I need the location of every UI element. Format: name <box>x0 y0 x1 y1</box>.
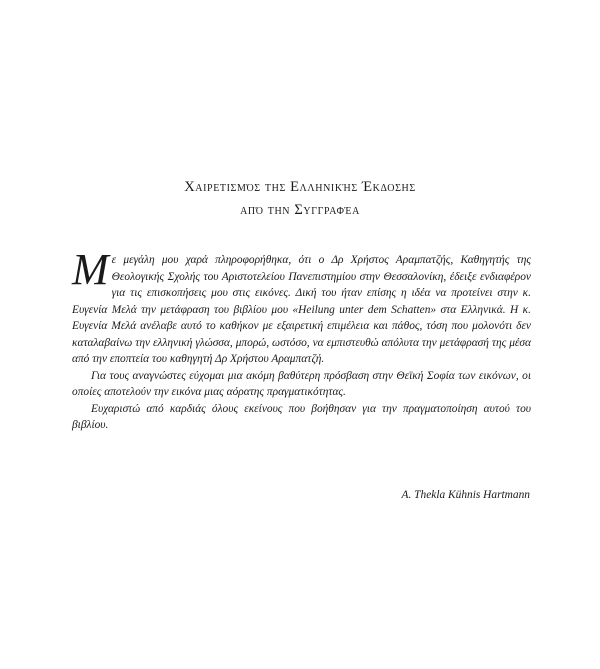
page-subtitle: από την Συγγραφέα <box>240 202 360 218</box>
paragraph-1 <box>72 245 531 368</box>
page-title: Χαιρετισμός της Ελληνικής Έκδοσης <box>184 179 416 195</box>
paragraph-1-text: ε μεγάλη μου χαρά πληροφορήθηκα, ότι ο Δρ Χρήστος Αραμπατζής, Καθηγητής της Θεολογικής Σχολής του Αριστοτελείου Πανεπιστημίου στην Θεσσαλονίκη, έδειξε ενδιαφέρον για τις επισκοπήσεις μου στις εικόνες. Δική του ήταν επίσης η ιδέα να προτείνει στην κ. Ευγενία Μελά την μετάφραση του βιβλίου μου «Heilung unter dem Schatten» στα Ελληνικά. Η κ. Ευγενία Μελά ανέλαβε αυτό το καθήκον με εξαιρετική επιμέλεια και πάθος, τόση που μολονότι δεν καταλαβαίνω την ελληνική γλώσσα, μπορώ, ωστόσο, να εμπιστευθώ απόλυτα την μετάφρασή της μέσα από την εποπτεία του καθηγητή Δρ Χρήστου Αραμπατζή. <box>72 254 531 365</box>
paragraph-3: Ευχαριστώ από καρδιάς όλους εκείνους που βοήθησαν για την πραγματοποίηση αυτού του βιβλίου. <box>72 402 531 431</box>
paragraph-2: Για τους αναγνώστες εύχομαι μια ακόμη βαθύτερη πρόσβαση στην Θεϊκή Σοφία των εικόνων, οι οποίες αποτελούν την εικόνα μιας αόρατης πραγματικότητας. <box>72 369 531 398</box>
author-signature: A. Thekla Kühnis Hartmann <box>401 489 530 501</box>
drop-cap: Μ <box>72 245 109 294</box>
body-text <box>72 245 531 434</box>
